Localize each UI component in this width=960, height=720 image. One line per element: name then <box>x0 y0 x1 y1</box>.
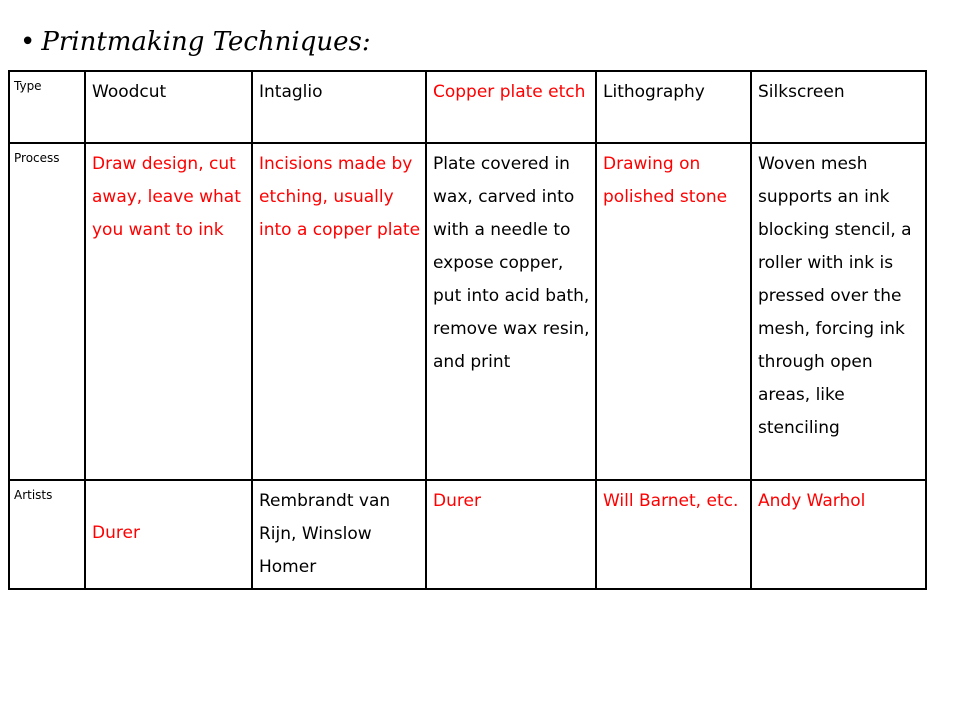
row-header-type: Type <box>9 71 85 143</box>
cell-process-woodcut: Draw design, cut away, leave what you want to ink <box>85 143 252 480</box>
bullet-icon: • <box>20 27 36 57</box>
cell-artists-woodcut <box>85 480 252 589</box>
row-header-process: Process <box>9 143 85 480</box>
table-row-process <box>9 143 926 480</box>
cell-artists-copper-plate-etch: Durer <box>426 480 596 589</box>
cell-process-silkscreen: Woven mesh supports an ink blocking stencil, a roller with ink is pressed over the mesh, forcing ink through open areas, like stenciling <box>751 143 926 480</box>
cell-type-woodcut: Woodcut <box>85 71 252 143</box>
cell-process-lithography: Drawing on polished stone <box>596 143 751 480</box>
row-header-artists: Artists <box>9 480 85 589</box>
cell-spacer <box>92 485 247 517</box>
cell-artists-silkscreen: Andy Warhol <box>751 480 926 589</box>
cell-type-silkscreen: Silkscreen <box>751 71 926 143</box>
cell-artists-lithography: Will Barnet, etc. <box>596 480 751 589</box>
slide-title <box>20 24 371 60</box>
printmaking-table <box>8 70 927 590</box>
cell-type-lithography: Lithography <box>596 71 751 143</box>
cell-type-copper-plate-etch: Copper plate etch <box>426 71 596 143</box>
cell-artists-intaglio: Rembrandt van Rijn, Winslow Homer <box>252 480 426 589</box>
cell-process-copper-plate-etch: Plate covered in wax, carved into with a needle to expose copper, put into acid bath, remove wax resin, and print <box>426 143 596 480</box>
cell-type-intaglio: Intaglio <box>252 71 426 143</box>
slide-title-text: Printmaking Techniques: <box>41 27 371 57</box>
cell-process-intaglio: Incisions made by etching, usually into a copper plate <box>252 143 426 480</box>
cell-artists-woodcut-text: Durer <box>92 523 140 543</box>
table-row-type <box>9 71 926 143</box>
table-row-artists <box>9 480 926 589</box>
